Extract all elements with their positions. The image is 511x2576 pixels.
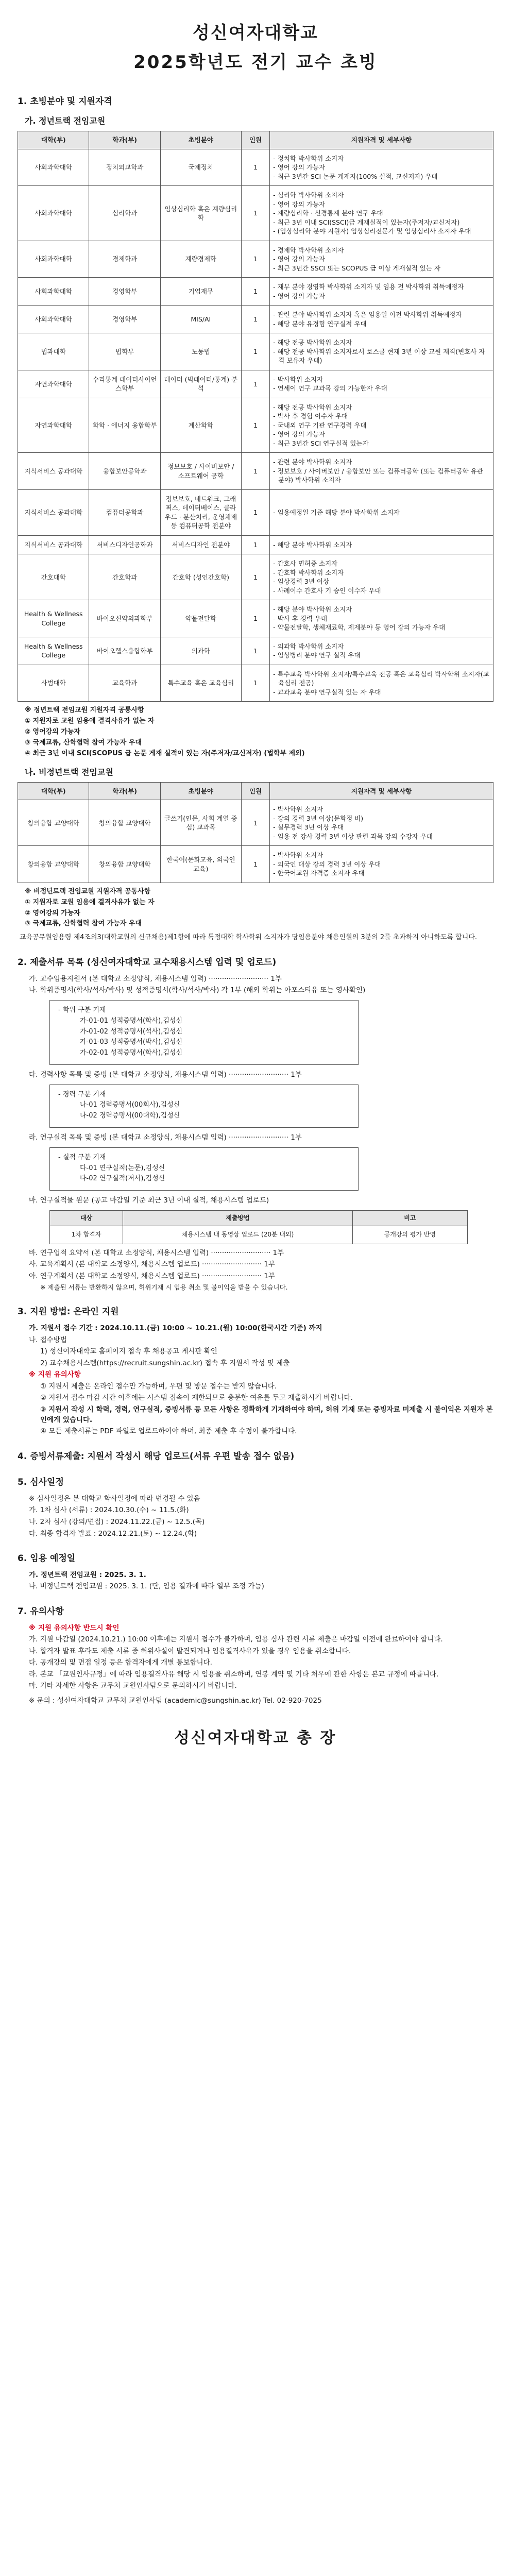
schedule-intro: ※ 심사일정은 본 대학교 학사일정에 따라 변경될 수 있음 (29, 1494, 200, 1503)
col-field: 초빙분야 (160, 782, 241, 800)
col-count: 인원 (241, 782, 269, 800)
requirement-line: - 간호학 박사학위 소지자 (273, 568, 344, 577)
apply-item: 나. 접수방법 (29, 1335, 67, 1344)
cell-requirements (270, 306, 493, 333)
requirement-line: - 경제학 박사학위 소지자 (273, 246, 344, 254)
requirement-line: - 박사학위 소지자 (273, 805, 323, 814)
section-5-title: 5. 심사일정 (18, 1477, 64, 1488)
table-row (18, 665, 493, 702)
requirement-line: - 임상경력 3년 이상 (273, 578, 330, 586)
cell-field: 임상심리학 혹은 계량심리학 (160, 186, 241, 241)
cell-requirements (270, 846, 493, 883)
document-item: 나. 학위증명서(학사/석사/박사) 및 성적증명서(학사/석사/박사) 각 1부 (해외 학위는 아포스티유 또는 영사확인) (29, 986, 366, 995)
requirement-line: - 임용예정일 기준 해당 분야 박사학위 소지자 (273, 509, 400, 517)
cell-dept: 경영학부 (89, 278, 160, 306)
cell-n: 1 (241, 637, 269, 665)
cell-requirements (270, 554, 493, 600)
cell-field: 정보보호, 네트워크, 그래픽스, 데이터베이스, 클라우드 · 분산처리, 운영체제 등 컴퓨터공학 전분야 (160, 489, 241, 535)
requirement-line: - 최근 3년 이내 SCI(SSCI)급 게재실적이 있는자(주저자/교신저자) (273, 218, 460, 226)
section-4-title: 4. 증빙서류제출: 지원서 작성시 해당 업로드(서류 우편 발송 접수 없음) (18, 1451, 295, 1462)
cell-college: 지식서비스 공과대학 (18, 489, 89, 535)
table-row (18, 489, 493, 535)
requirement-line: - 심리학 박사학위 소지자 (273, 191, 344, 199)
requirement-line: - 계량심리학 · 신경통계 분야 연구 우대 (273, 209, 383, 217)
requirement-line: - 영어 강의 가능자 (273, 163, 326, 172)
col-college: 대학(부) (18, 782, 89, 800)
cell-college: 간호대학 (18, 554, 89, 600)
requirement-line: - 관련 분야 박사학위 소지자 (273, 458, 352, 466)
cell-n: 1 (241, 398, 269, 453)
cell-requirements (270, 800, 493, 846)
note-line: ① 지원자로 교원 임용에 결격사유가 없는 자 (25, 898, 155, 906)
example-line: 가-01-02 성적증명서(석사),김성신 (80, 1027, 183, 1036)
cell-field: 특수교육 혹은 교육심리 (160, 665, 241, 702)
example-line: 나-02 경력증명서(00대학),김성신 (80, 1112, 180, 1120)
section-7-title: 7. 유의사항 (18, 1606, 64, 1617)
cell-field: 데이터 (빅데이터/통계) 분석 (160, 370, 241, 398)
document-item: 아. 연구계획서 (본 대학교 소정양식, 채용시스템 업로드) ··························· 1부 (29, 1272, 275, 1280)
requirement-line: - 한국어교원 자격증 소지자 우대 (273, 869, 365, 877)
requirement-line: - 연세이 연구 교과목 강의 가능한자 우대 (273, 384, 387, 393)
apply-method-list (29, 1324, 493, 1437)
table-row (18, 241, 493, 278)
note-line: ③ 국제교류, 산학협력 참여 가능자 우대 (25, 738, 142, 747)
cell-college: 창의융합 교양대학 (18, 800, 89, 846)
footer-signature: 성신여자대학교 총 장 (174, 1728, 337, 1747)
requirement-line: - 해당 분야 박사학위 소지자 (273, 540, 352, 549)
cell-n: 1 (241, 241, 269, 278)
requirement-line: - 영어 강의 가능자 (273, 200, 326, 208)
section-6-title: 6. 임용 예정일 (18, 1553, 76, 1564)
cell-n: 1 (241, 846, 269, 883)
table-row (18, 554, 493, 600)
apply-warning: ① 지원서 제출은 온라인 접수만 가능하며, 우편 및 방문 접수는 받지 않습니다. (40, 1382, 277, 1391)
cell-college: 창의융합 교양대학 (18, 846, 89, 883)
col-requirements: 지원자격 및 세부사항 (270, 131, 493, 149)
cell-dept: 정치외교학과 (89, 149, 160, 186)
lecture-col: 비고 (352, 1210, 467, 1226)
apply-warning-title: ※ 지원 유의사항 (29, 1370, 81, 1379)
requirement-line: - 박사 후 경험 이수자 우대 (273, 412, 348, 420)
cell-requirements (270, 241, 493, 278)
cell-college: 사회과학대학 (18, 278, 89, 306)
col-requirements: 지원자격 및 세부사항 (270, 782, 493, 800)
note-line: ※ 정년트랙 전임교원 지원자격 공통사항 (25, 706, 144, 715)
document-item: 라. 연구실적 목록 및 증빙 (본 대학교 소정양식, 채용시스템 입력) ··························· 1부 (29, 1133, 302, 1142)
caution-item: 나. 합격자 발표 후라도 제출 서류 중 허위사실이 발견되거나 임용결격사유가 있을 경우 임용을 취소합니다. (29, 1647, 351, 1655)
cell-requirements (270, 149, 493, 186)
requirement-line: - 최근 3년간 SSCI 또는 SCOPUS 급 이상 게재실적 있는 자 (273, 264, 440, 272)
requirement-line: - 정치학 박사학위 소지자 (273, 154, 344, 162)
cell-dept: 경영학부 (89, 306, 160, 333)
cell-n: 1 (241, 306, 269, 333)
requirement-line: - 최근 3년간 SCI 연구실적 있는자 (273, 439, 369, 447)
requirement-line: - 영어 강의 가능자 (273, 430, 326, 438)
cell-college: 지식서비스 공과대학 (18, 453, 89, 490)
cell-requirements (270, 398, 493, 453)
cell-college: 사회과학대학 (18, 186, 89, 241)
schedule-item: 다. 최종 합격자 발표 : 2024.12.21.(토) ~ 12.24.(화) (29, 1529, 197, 1538)
cell-field: 노동법 (160, 333, 241, 370)
table-row (18, 453, 493, 490)
requirement-line: - 해당 전공 박사학위 소지자 (273, 403, 352, 411)
cell-dept: 바이오신약의과학부 (89, 600, 160, 637)
caution-item: 가. 지원 마감일 (2024.10.21.) 10:00 이후에는 지원서 접수가 불가하며, 임용 심사 관련 서류 제출은 마감일 이전에 완료하여야 합니다. (29, 1635, 443, 1644)
appointment-item: 가. 정년트랙 전임교원 : 2025. 3. 1. (29, 1570, 146, 1579)
cell-n: 1 (241, 186, 269, 241)
col-dept: 학과(부) (89, 782, 160, 800)
col-college: 대학(부) (18, 131, 89, 149)
table-row (18, 278, 493, 306)
caution-item: 마. 기타 자세한 사항은 교무처 교원인사팀으로 문의하시기 바랍니다. (29, 1682, 237, 1690)
requirement-line: - 해당 분야 유경험 연구실적 우대 (273, 319, 367, 328)
notice-title: 2025학년도 전기 교수 초빙 (133, 52, 378, 73)
cell-college: 사회과학대학 (18, 149, 89, 186)
cell-field: 계량경제학 (160, 241, 241, 278)
caution-list (29, 1623, 493, 1706)
cell-field: 글쓰기(인문, 사회 계열 중심) 교과목 (160, 800, 241, 846)
document-item: 가. 교수임용지원서 (본 대학교 소정양식, 채용시스템 입력) ··························· 1부 (29, 974, 282, 983)
cell-college: Health & Wellness College (18, 637, 89, 665)
cell-dept: 바이오헬스융합학부 (89, 637, 160, 665)
cell-field: 서비스디자인 전분야 (160, 535, 241, 554)
requirement-line: - 재무 분야 경영학 박사학위 소지자 및 임용 전 박사학위 취득예정자 (273, 283, 464, 291)
requirement-line: - 특수교육 박사학위 소지자/특수교육 전공 혹은 교육심리 박사학위 소지자(교육심리 전공) (273, 670, 489, 687)
cell-requirements (270, 489, 493, 535)
cell-dept: 교육학과 (89, 665, 160, 702)
lecture-col: 대상 (50, 1210, 123, 1226)
non-tenure-track-table (18, 782, 493, 883)
requirement-line: - 간호사 면허증 소지자 (273, 560, 338, 568)
lecture-col: 제출방법 (123, 1210, 353, 1226)
note-line: ※ 비정년트랙 전임교원 지원자격 공통사항 (25, 887, 151, 895)
file-naming-example-degree (49, 1000, 359, 1065)
table-row (18, 306, 493, 333)
requirement-line: - 관련 분야 박사학위 소지자 혹은 임용일 이전 박사학위 취득예정자 (273, 311, 462, 319)
cell-college: 법과대학 (18, 333, 89, 370)
university-name: 성신여자대학교 (193, 23, 318, 43)
cell-dept: 컴퓨터공학과 (89, 489, 160, 535)
cell-field: 정보보호 / 사이버보안 / 소프트웨어 공학 (160, 453, 241, 490)
cell-requirements (270, 637, 493, 665)
table-row (18, 600, 493, 637)
requirement-line: - 사례이수 간호사 기 승인 이수자 우대 (273, 586, 381, 595)
requirement-line: - 박사학위 소지자 (273, 375, 323, 383)
cell-n: 1 (241, 149, 269, 186)
example-line: 다-01 연구실적(논문),김성신 (80, 1164, 165, 1172)
cell-n: 1 (241, 333, 269, 370)
requirement-line: - 박사 후 경력 우대 (273, 614, 328, 622)
requirement-line: - 해당 전공 박사학위 소지자 (273, 338, 352, 347)
lecture-video-table (49, 1210, 468, 1244)
cell-field: 국제정치 (160, 149, 241, 186)
example-line: - 실적 구분 기재 (58, 1153, 106, 1161)
table-row (18, 637, 493, 665)
requirement-line: - 강의 경력 3년 이상(문화정 비) (273, 814, 364, 822)
cell-n: 1 (241, 370, 269, 398)
requirement-line: - 약물전달학, 생체재료학, 제제분야 등 영어 강의 가능자 우대 (273, 623, 446, 632)
lecture-cell: 공개강의 평가 반영 (352, 1226, 467, 1244)
table-row (18, 370, 493, 398)
section-3-title: 3. 지원 방법: 온라인 지원 (18, 1307, 119, 1317)
cell-field: 계산화학 (160, 398, 241, 453)
example-line: - 학위 구분 기재 (58, 1006, 106, 1014)
caution-heading: ※ 지원 유의사항 반드시 확인 (29, 1623, 120, 1632)
requirement-line: - 박사학위 소지자 (273, 851, 323, 859)
section-1-title: 1. 초빙분야 및 지원자격 (18, 96, 112, 107)
document-list (29, 974, 493, 1293)
document-item: 사. 교육계획서 (본 대학교 소정양식, 채용시스템 업로드) ··························· 1부 (29, 1260, 275, 1269)
appointment-item: 나. 비정년트랙 전임교원 : 2025. 3. 1. (단, 임용 결과에 따라 일부 조정 가능) (29, 1582, 264, 1591)
cell-n: 1 (241, 600, 269, 637)
lecture-cell: 채용시스템 내 동영상 업로드 (20분 내외) (123, 1226, 353, 1244)
cell-field: 약물전달학 (160, 600, 241, 637)
example-line: 나-01 경력증명서(00회사),김성신 (80, 1101, 180, 1109)
cell-field: MIS/AI (160, 306, 241, 333)
requirement-line: - 정보보호 / 사이버보안 / 융합보안 또는 컴퓨터공학 (또는 컴퓨터공학 유관 분야) 박사학위 소지자 (273, 467, 483, 484)
cell-n: 1 (241, 278, 269, 306)
cell-dept: 창의융합 교양대학 (89, 800, 160, 846)
cell-dept: 간호학과 (89, 554, 160, 600)
cell-requirements (270, 453, 493, 490)
cell-n: 1 (241, 665, 269, 702)
tenure-track-table (18, 131, 493, 702)
requirement-line: - 해당 분야 박사학위 소지자 (273, 605, 352, 614)
requirement-line: - 영어 강의 가능자 (273, 292, 326, 300)
cell-field: 한국어(문화교육, 외국인교육) (160, 846, 241, 883)
requirement-line: - 영어 강의 가능자 (273, 255, 326, 263)
note-line: ② 영어강의 가능자 (25, 909, 80, 917)
document-item: 마. 연구실적물 원문 (공고 마감일 기준 최근 3년 이내 실적, 채용시스템 업로드) (29, 1196, 269, 1205)
cell-college: 자연과학대학 (18, 398, 89, 453)
col-field: 초빙분야 (160, 131, 241, 149)
col-dept: 학과(부) (89, 131, 160, 149)
caution-item: 라. 본교 「교원인사규정」에 따라 임용결격사유 해당 시 임용을 취소하며, 연봉 계약 및 기타 처우에 관한 사항은 본교 규정에 따릅니다. (29, 1670, 439, 1679)
appointment-rule-text: 교육공무원임용령 제4조의3(대학교원의 신규채용)제1항에 따라 특정대학 학사학위 소지자가 당임용분야 채용인원의 3분의 2를 초과하지 아니하도록 합니다. (20, 934, 477, 942)
cell-dept: 경제학과 (89, 241, 160, 278)
requirement-line: - 해당 전공 박사학위 소지자로서 로스쿨 현재 3년 이상 교원 재직(변호사 자격 보유자 우대) (273, 347, 485, 365)
example-line: 가-02-01 성적증명서(학사),김성신 (80, 1049, 183, 1057)
col-count: 인원 (241, 131, 269, 149)
file-naming-example-career (49, 1084, 359, 1128)
apply-item: 2) 교수채용시스템(https://recruit.sungshin.ac.kr) 접속 후 지원서 작성 및 제출 (40, 1359, 290, 1367)
example-line: 가-01-01 성적증명서(학사),김성신 (80, 1016, 183, 1025)
header (18, 21, 493, 76)
cell-requirements (270, 665, 493, 702)
cell-dept: 심리학과 (89, 186, 160, 241)
cell-dept: 수리통계 데이터사이언스학부 (89, 370, 160, 398)
table-header-row (18, 131, 493, 149)
cell-requirements (270, 333, 493, 370)
example-line: 다-02 연구실적(저서),김성신 (80, 1175, 165, 1183)
cell-n: 1 (241, 535, 269, 554)
apply-warning: ④ 모든 제출서류는 PDF 파일로 업로드하여야 하며, 최종 제출 후 수정이 불가합니다. (40, 1427, 297, 1436)
table-row (18, 186, 493, 241)
section-2-title: 2. 제출서류 목록 (성신여자대학교 교수채용시스템 입력 및 업로드) (18, 957, 277, 968)
note-line: ③ 국제교류, 산학협력 참여 가능자 우대 (25, 920, 142, 928)
example-line: 가-01-03 성적증명서(박사),김성신 (80, 1038, 183, 1046)
cell-field: 기업재무 (160, 278, 241, 306)
cell-college: 사회과학대학 (18, 306, 89, 333)
requirement-line: - 임상병리 분야 연구 실적 우대 (273, 651, 361, 659)
requirement-line: - 실무경력 3년 이상 우대 (273, 823, 344, 832)
cell-dept: 서비스디자인공학과 (89, 535, 160, 554)
requirement-line: - 교과교육 분야 연구실적 있는 자 우대 (273, 688, 381, 696)
requirement-line: - 최근 3년간 SCI 논문 게재자(100% 실적, 교신저자) 우대 (273, 172, 438, 180)
cell-n: 1 (241, 800, 269, 846)
document-item: 바. 연구업적 요약서 (본 대학교 소정양식, 채용시스템 입력) ··························· 1부 (29, 1248, 284, 1257)
cell-requirements (270, 535, 493, 554)
note-line: ② 영어강의 가능자 (25, 728, 80, 736)
table-row (18, 333, 493, 370)
section-1a-title: 가. 정년트랙 전임교원 (25, 116, 106, 126)
cell-college: 사범대학 (18, 665, 89, 702)
cell-field: 간호학 (성인간호학) (160, 554, 241, 600)
appointment-date-list (29, 1570, 493, 1592)
table-row (18, 846, 493, 883)
cell-n: 1 (241, 453, 269, 490)
note-line: ① 지원자로 교원 임용에 결격사유가 없는 자 (25, 717, 155, 725)
tenure-track-notes (25, 706, 493, 758)
apply-period: 가. 지원서 접수 기간 : 2024.10.11.(금) 10:00 ~ 10.21.(월) 10:00(한국시간 기준) 까지 (29, 1324, 322, 1333)
apply-warning: ② 지원서 접수 마감 시간 이후에는 시스템 접속이 제한되므로 충분한 여유를 두고 제출하시기 바랍니다. (40, 1394, 353, 1402)
table-row (18, 398, 493, 453)
cell-college: 지식서비스 공과대학 (18, 535, 89, 554)
table-row (18, 535, 493, 554)
requirement-line: - 국내외 연구 기관 연구경력 우대 (273, 421, 367, 429)
note-line: ④ 최근 3년 이내 SCI(SCOPUS 급 논문 게재 실적이 있는 자(주저자/교신저자) (법학부 제외) (25, 749, 305, 757)
table-header-row (18, 782, 493, 800)
document-note: ※ 제출된 서류는 반환하지 않으며, 허위기재 시 임용 취소 및 불이익을 받을 수 있습니다. (40, 1283, 288, 1292)
cell-field: 의과학 (160, 637, 241, 665)
apply-item: 1) 성신여자대학교 홈페이지 접속 후 채용공고 게시판 확인 (40, 1347, 217, 1356)
document-item: 다. 경력사항 목록 및 증빙 (본 대학교 소정양식, 채용시스템 입력) ··························· 1부 (29, 1071, 302, 1079)
cell-college: 사회과학대학 (18, 241, 89, 278)
requirement-line: - 외국인 대상 강의 경력 3년 이상 우대 (273, 860, 381, 868)
cell-dept: 융합보안공학과 (89, 453, 160, 490)
schedule-list (29, 1494, 493, 1539)
cell-requirements (270, 370, 493, 398)
cell-dept: 법학부 (89, 333, 160, 370)
requirement-line: - 의과학 박사학위 소지자 (273, 642, 344, 650)
cell-requirements (270, 278, 493, 306)
non-tenure-track-notes (25, 887, 493, 929)
caution-item: 다. 공개강의 및 면접 일정 등은 합격자에게 개별 통보합니다. (29, 1658, 212, 1667)
apply-warning: ③ 지원서 작성 시 학력, 경력, 연구실적, 증빙서류 등 모든 사항은 정확하게 기재하여야 하며, 허위 기재 또는 증빙자료 미제출 시 불이익은 지원자 본인에게 있습니다. (40, 1405, 493, 1424)
cell-college: Health & Wellness College (18, 600, 89, 637)
file-naming-example-research (49, 1147, 359, 1191)
example-line: - 경력 구분 기재 (58, 1090, 106, 1098)
table-row (18, 149, 493, 186)
section-1b-title: 나. 비정년트랙 전임교원 (25, 767, 113, 777)
cell-n: 1 (241, 489, 269, 535)
requirement-line: - (임상심리학 분야 지원자) 임상심리전문가 및 임상심리사 소지자 우대 (273, 227, 471, 235)
table-row (18, 800, 493, 846)
schedule-item: 나. 2차 심사 (강의/면접) : 2024.11.22.(금) ~ 12.5.(목) (29, 1518, 205, 1527)
lecture-cell: 1차 합격자 (50, 1226, 123, 1244)
cell-college: 자연과학대학 (18, 370, 89, 398)
cell-requirements (270, 600, 493, 637)
cell-requirements (270, 186, 493, 241)
cell-n: 1 (241, 554, 269, 600)
contact-info: ※ 문의 : 성신여자대학교 교무처 교원인사팀 (academic@sungshin.ac.kr) Tel. 02-920-7025 (29, 1696, 322, 1705)
requirement-line: - 임용 전 강사 경력 3년 이상 관련 과목 강의 수강자 우대 (273, 832, 433, 840)
cell-dept: 화학 · 에너지 융합학부 (89, 398, 160, 453)
schedule-item: 가. 1차 심사 (서류) : 2024.10.30.(수) ~ 11.5.(화) (29, 1506, 189, 1515)
cell-dept: 창의융합 교양대학 (89, 846, 160, 883)
